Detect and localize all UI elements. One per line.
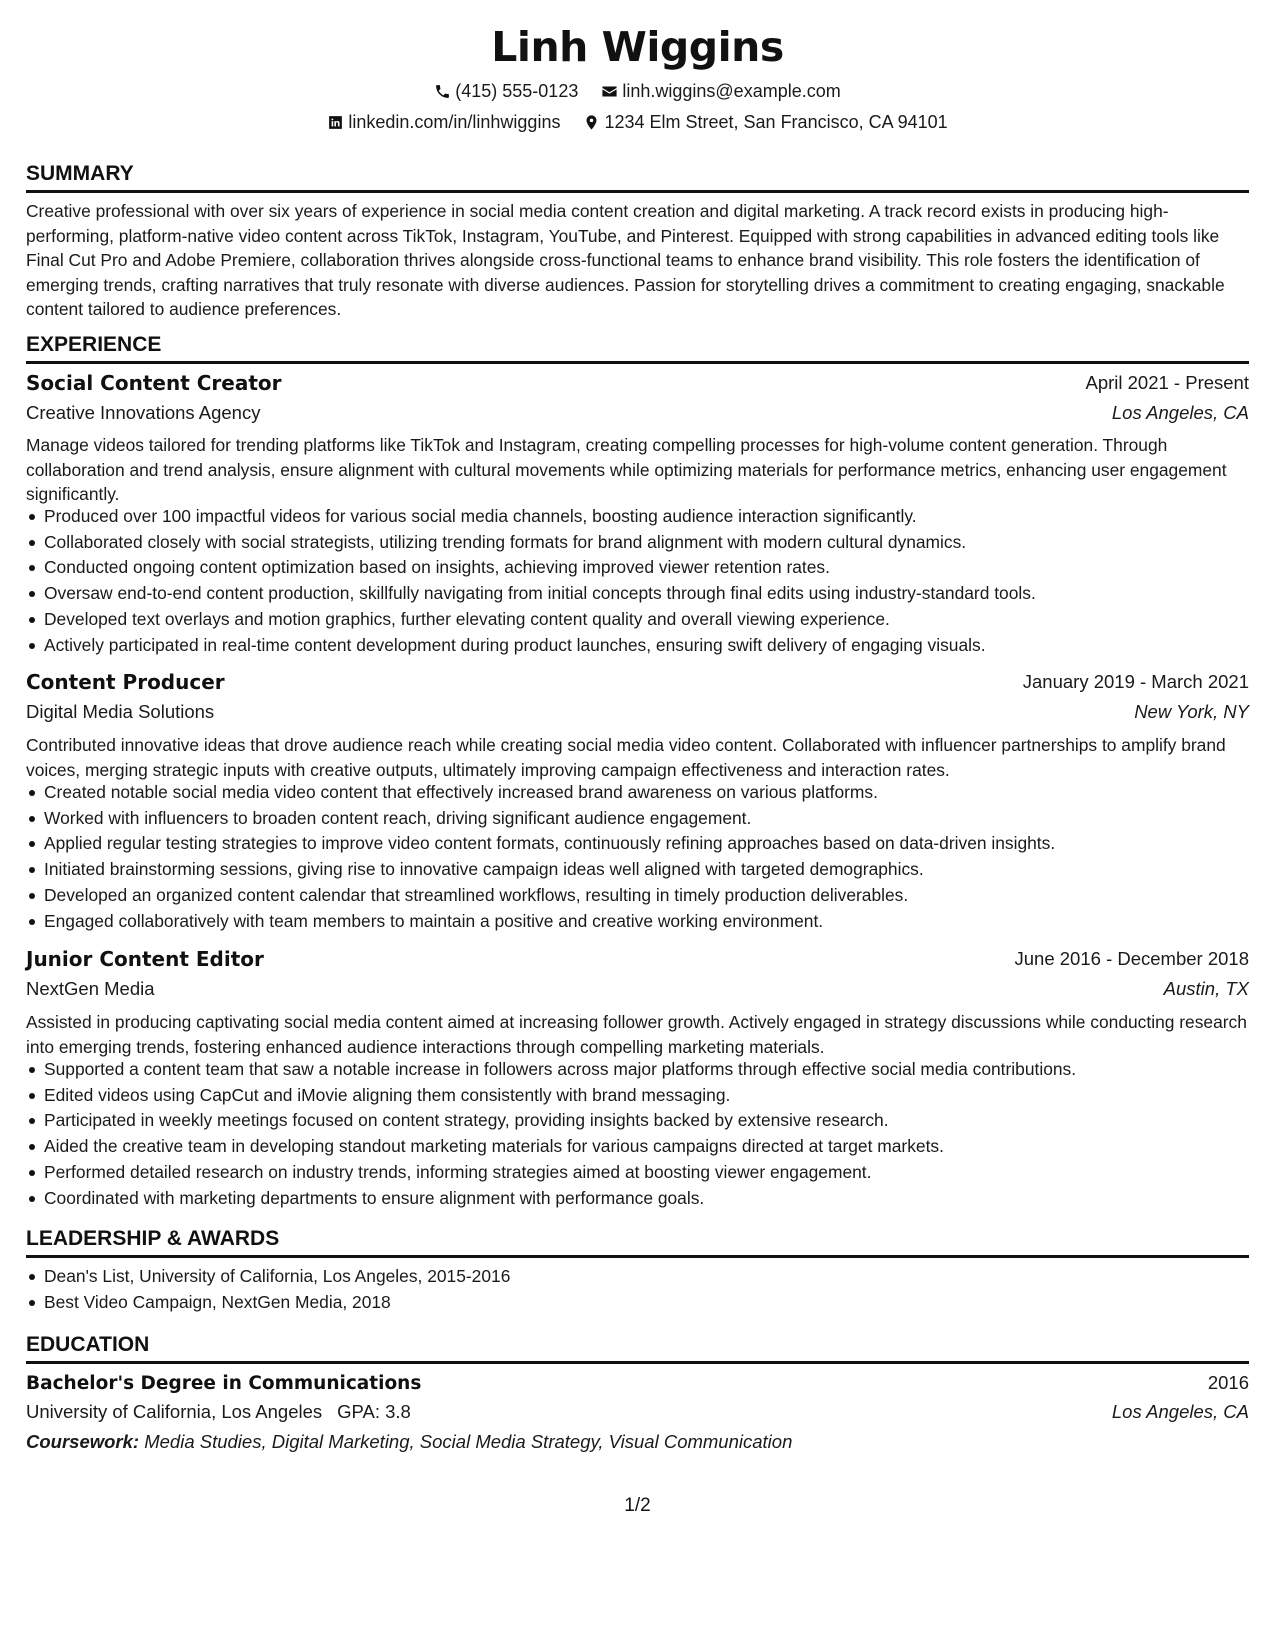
linkedin-contact[interactable]: [327, 110, 560, 134]
graduation-year: 2016: [1207, 1372, 1249, 1393]
list-item: Collaborated closely with social strategists, utilizing trending formats for brand alignment with modern cultural dynamics.: [26, 530, 1249, 556]
job-title: Junior Content Editor: [26, 947, 264, 971]
summary-heading: SUMMARY: [26, 161, 1249, 193]
list-item: Aided the creative team in developing standout marketing materials for various campaigns directed at target markets.: [26, 1134, 1249, 1160]
phone-icon: [434, 83, 451, 100]
school-line: [26, 1399, 411, 1425]
map-marker-icon: [583, 114, 600, 131]
email-address[interactable]: linh.wiggins@example.com: [622, 81, 841, 101]
coursework-line: [26, 1429, 792, 1455]
gpa: GPA: 3.8: [337, 1401, 411, 1422]
page-number: 1/2: [624, 1495, 651, 1516]
list-item: Produced over 100 impactful videos for various social media channels, boosting audience interaction significantly.: [26, 504, 1249, 530]
list-item: Developed text overlays and motion graphics, further elevating content quality and overall viewing experience.: [26, 607, 1249, 633]
linkedin-url[interactable]: linkedin.com/in/linhwiggins: [348, 112, 561, 132]
job-description: Manage videos tailored for trending platforms like TikTok and Instagram, creating compelling processes for high-volume content generation. Through collaboration and trend analysis, ensure alignment with cultural movements while optimizing materials for performance metrics, enhancing user engagement significantly.: [26, 435, 1227, 505]
awards-list: [26, 1264, 1249, 1315]
list-item: Coordinated with marketing departments to ensure alignment with performance goals.: [26, 1186, 1249, 1212]
list-item: Edited videos using CapCut and iMovie aligning them consistently with brand messaging.: [26, 1083, 1249, 1109]
experience-heading: EXPERIENCE: [26, 332, 1249, 364]
job-bullets: [26, 780, 1249, 934]
coursework-list: Media Studies, Digital Marketing, Social Media Strategy, Visual Communication: [144, 1431, 793, 1452]
job-dates: January 2019 - March 2021: [1022, 671, 1249, 692]
phone-number: (415) 555-0123: [455, 81, 579, 101]
degree-name: Bachelor's Degree in Communications: [26, 1373, 422, 1394]
email-contact[interactable]: [601, 79, 840, 103]
contact-line-2: [26, 110, 1249, 137]
job-bullets: [26, 504, 1249, 658]
job-description: Contributed innovative ideas that drove audience reach while creating social media video content. Collaborated with influencer partnerships to amplify brand voices, merging strategic inputs with creative outputs, ultimately improving campaign effectiveness and interaction rates.: [26, 735, 1226, 780]
phone-contact: [434, 79, 578, 103]
list-item: Dean's List, University of California, Los Angeles, 2015-2016: [26, 1264, 1249, 1290]
list-item: Created notable social media video content that effectively increased brand awareness on various platforms.: [26, 780, 1249, 806]
summary-text: Creative professional with over six years of experience in social media content creation and digital marketing. A track record exists in producing high-performing, platform-native video content across TikTok, Instagram, YouTube, and Pinterest. Equipped with strong capabilities in advanced editing tools like Final Cut Pro and Adobe Premiere, collaboration thrives alongside cross-functional teams to enhance brand visibility. This role fosters the identification of emerging trends, crafting narratives that truly resonate with diverse audiences. Passion for storytelling drives a commitment to creating engaging, snackable content tailored to audience preferences.: [26, 201, 1225, 320]
candidate-name: Linh Wiggins: [491, 23, 784, 71]
job-company: NextGen Media: [26, 978, 155, 999]
job-location: Austin, TX: [1163, 978, 1249, 999]
job-title: Social Content Creator: [26, 371, 282, 395]
job-description: Assisted in producing captivating social media content aimed at increasing follower growth. Actively engaged in strategy discussions while conducting research into emerging trends, fostering enhanced audience interactions through compelling marketing materials.: [26, 1012, 1247, 1057]
linkedin-icon: [327, 114, 344, 131]
list-item: Best Video Campaign, NextGen Media, 2018: [26, 1290, 1249, 1316]
list-item: Applied regular testing strategies to improve video content formats, continuously refining approaches based on data-driven insights.: [26, 831, 1249, 857]
list-item: Participated in weekly meetings focused on content strategy, providing insights backed by extensive research.: [26, 1108, 1249, 1134]
awards-heading: LEADERSHIP & AWARDS: [26, 1226, 1249, 1258]
list-item: Developed an organized content calendar that streamlined workflows, resulting in timely production deliverables.: [26, 883, 1249, 909]
list-item: Actively participated in real-time content development during product launches, ensuring swift delivery of engaging visuals.: [26, 633, 1249, 659]
job-company: Creative Innovations Agency: [26, 402, 261, 423]
address-contact: [583, 110, 947, 134]
list-item: Oversaw end-to-end content production, skillfully navigating from initial concepts through final edits using industry-standard tools.: [26, 581, 1249, 607]
job-dates: April 2021 - Present: [1085, 372, 1249, 393]
list-item: Supported a content team that saw a notable increase in followers across major platforms through effective social media contributions.: [26, 1057, 1249, 1083]
street-address: 1234 Elm Street, San Francisco, CA 94101: [604, 112, 948, 132]
coursework-label: Coursework:: [26, 1431, 140, 1452]
job-bullets: [26, 1057, 1249, 1211]
list-item: Performed detailed research on industry trends, informing strategies aimed at boosting viewer engagement.: [26, 1160, 1249, 1186]
job-location: Los Angeles, CA: [1111, 402, 1249, 423]
list-item: Worked with influencers to broaden content reach, driving significant audience engagement.: [26, 806, 1249, 832]
list-item: Initiated brainstorming sessions, giving rise to innovative campaign ideas well aligned with targeted demographics.: [26, 857, 1249, 883]
list-item: Conducted ongoing content optimization based on insights, achieving improved viewer retention rates.: [26, 555, 1249, 581]
school-location: Los Angeles, CA: [1111, 1401, 1249, 1422]
job-dates: June 2016 - December 2018: [1014, 948, 1249, 969]
list-item: Engaged collaboratively with team members to maintain a positive and creative working environment.: [26, 909, 1249, 935]
contact-line-1: [26, 79, 1249, 106]
school-name: University of California, Los Angeles: [26, 1401, 323, 1422]
job-company: Digital Media Solutions: [26, 701, 215, 722]
resume-page: [26, 0, 1249, 1650]
envelope-icon: [601, 83, 618, 100]
job-location: New York, NY: [1134, 701, 1249, 722]
education-heading: EDUCATION: [26, 1332, 1249, 1364]
job-title: Content Producer: [26, 670, 225, 694]
